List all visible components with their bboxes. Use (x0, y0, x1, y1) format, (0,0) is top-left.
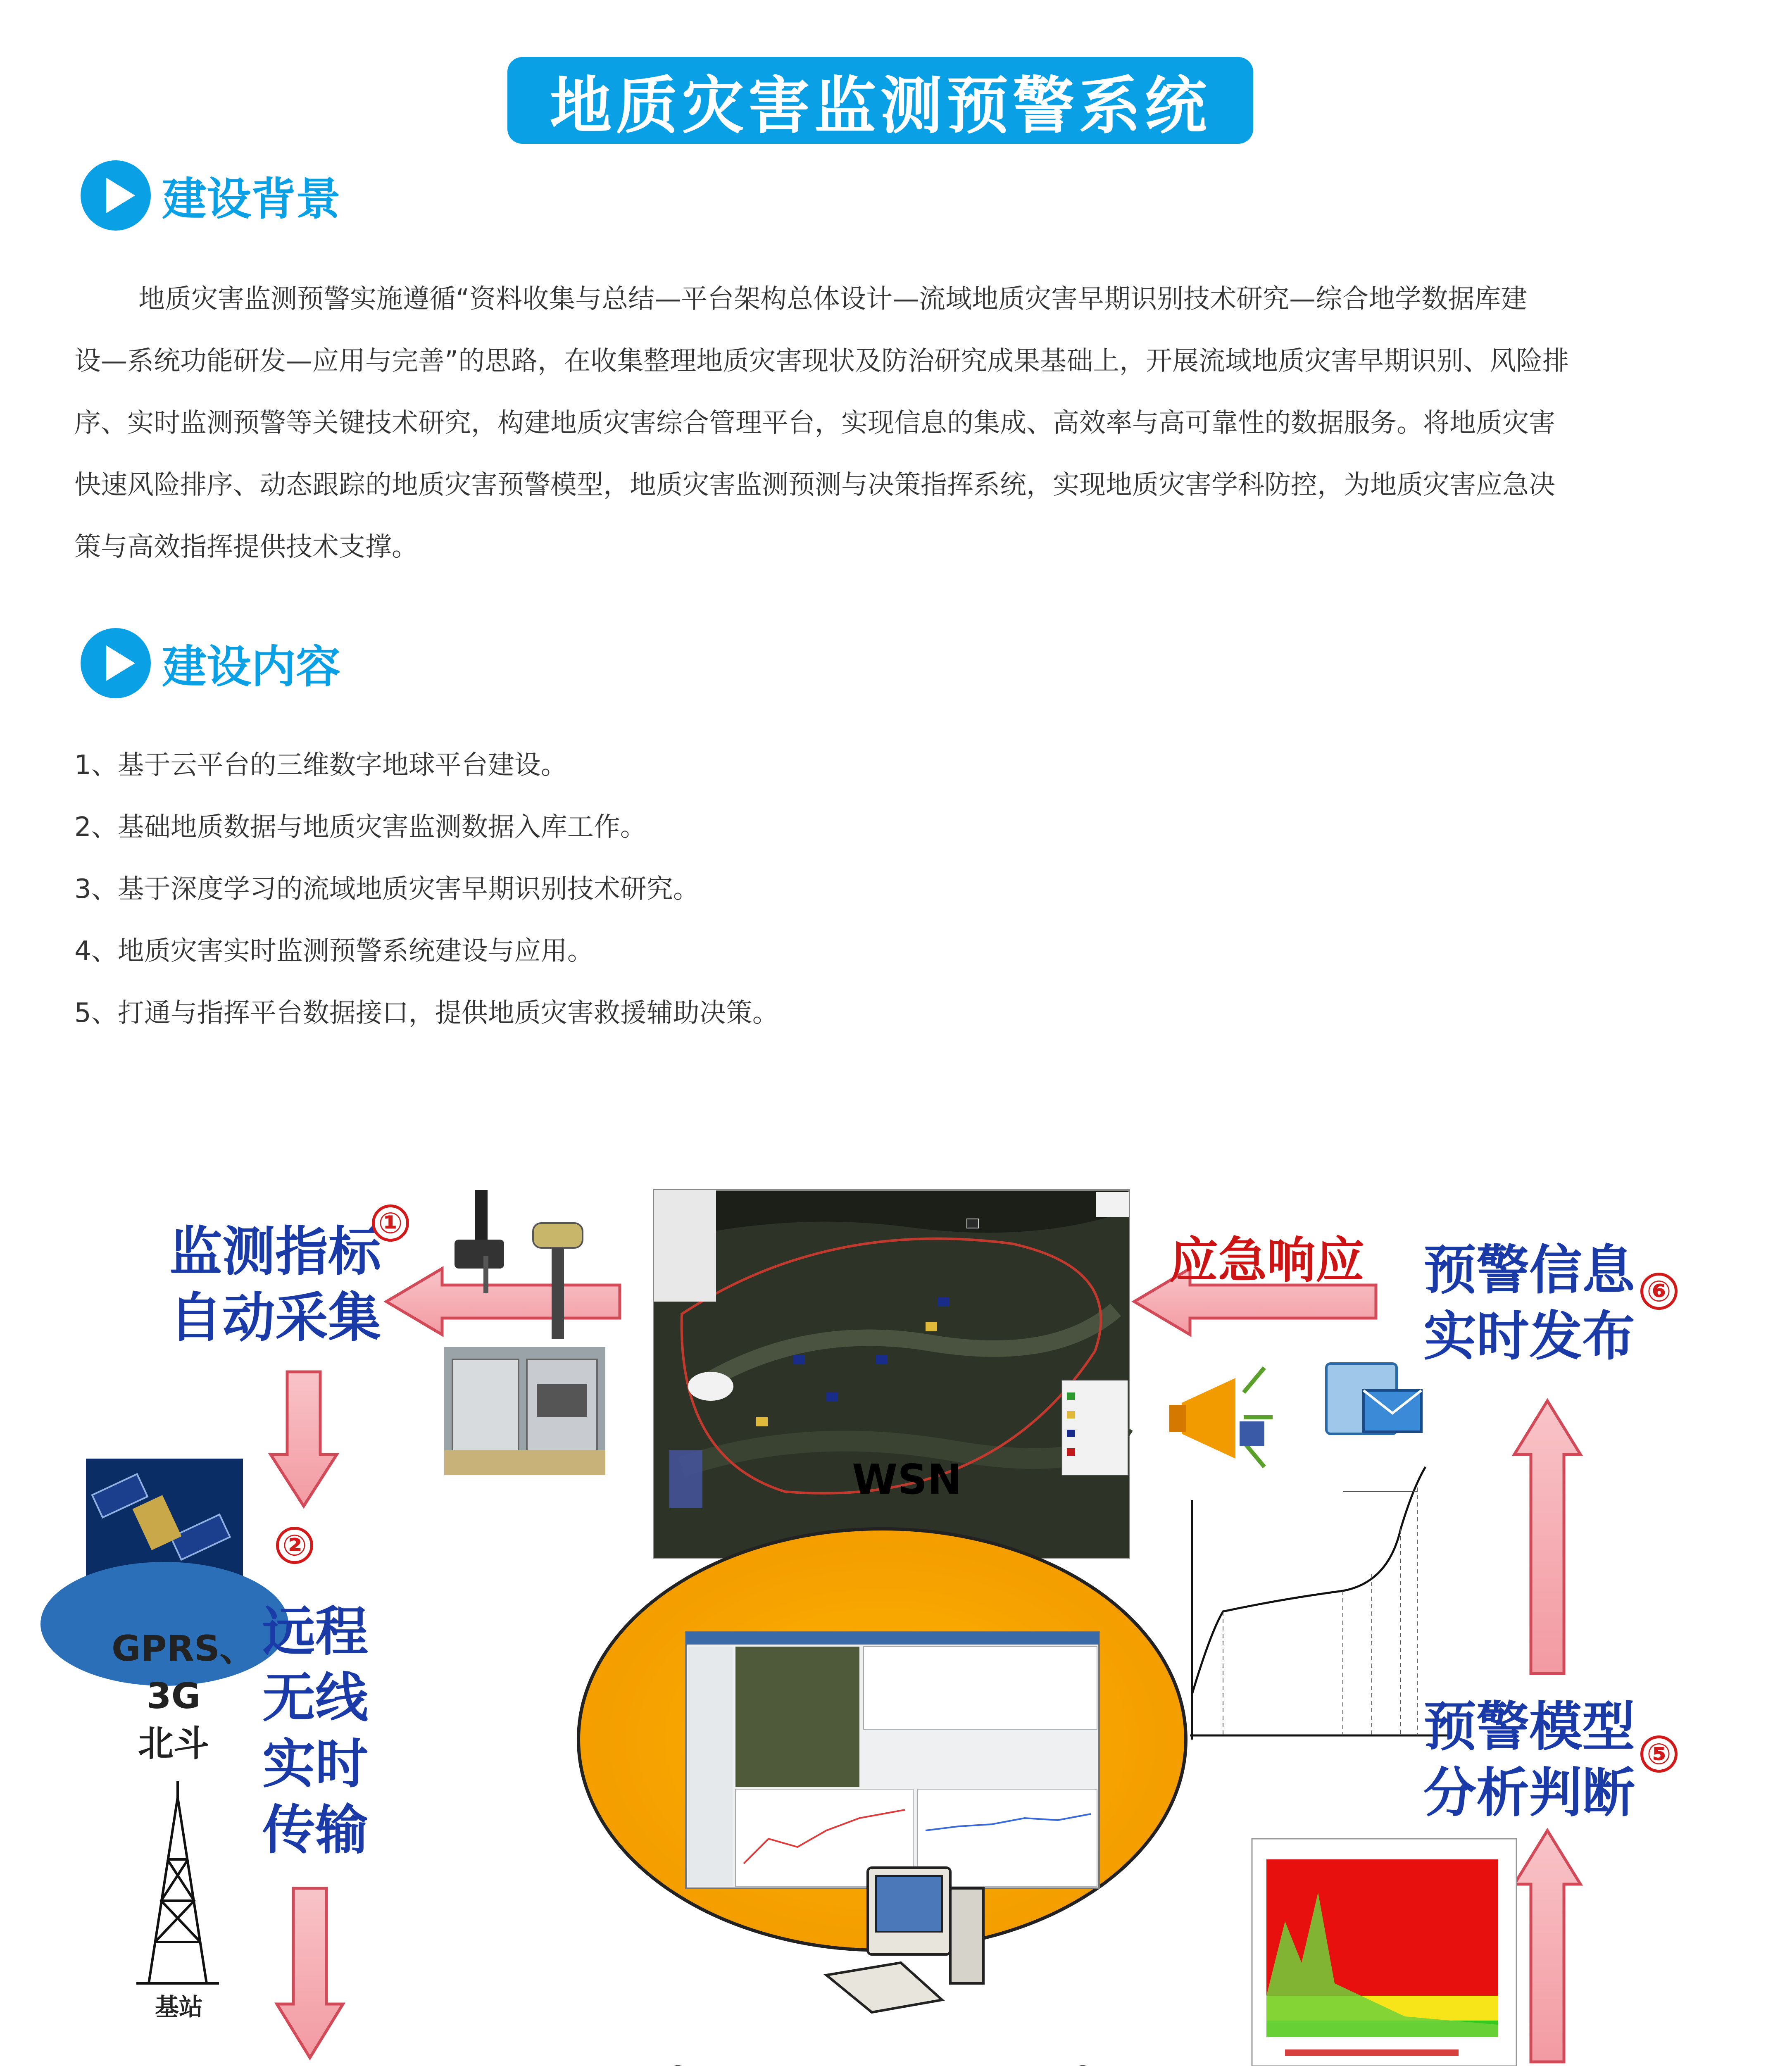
paragraph-line: 地质灾害监测预警实施遵循“资料收集与总结—平台架构总体设计—流域地质灾害早期识别技术研究—综合地学数据库建 (138, 284, 1528, 314)
paragraph-line: 策与高效指挥提供技术支撑。 (74, 532, 418, 562)
step2-line: 远程 (262, 1601, 369, 1663)
risk-chart-image (1252, 1839, 1516, 2066)
emergency-response-label: 应急响应 (1169, 1232, 1365, 1289)
step-number-6: ⑥ (1640, 1273, 1678, 1310)
arrow-left-top (386, 1269, 620, 1335)
step2-line: 传输 (262, 1799, 369, 1861)
arrow-down-2 (277, 1888, 343, 2058)
step5-line1: 预警模型 (1423, 1696, 1635, 1758)
step6-line1: 预警信息 (1423, 1240, 1635, 1301)
section-title-content: 建设内容 (162, 641, 341, 693)
transmission-label: 3G (146, 1676, 201, 1717)
megaphone-icon (1169, 1368, 1273, 1467)
paragraph-line: 设—系统功能研发—应用与完善”的思路，在收集整理地质灾害现状及防治研究成果基础上，开展流域地质灾害早期识别、风险排 (74, 346, 1569, 376)
mail-icon (1326, 1364, 1421, 1434)
paragraph-line: 序、实时监测预警等关键技术研究，构建地质灾害综合管理平台，实现信息的集成、高效率与高可靠性的数据服务。将地质灾害 (74, 408, 1555, 438)
step1-line2: 自动采集 (169, 1287, 381, 1349)
list-item: 2、基础地质数据与地质灾害监测数据入库工作。 (74, 812, 647, 843)
step5-line2: 分析判断 (1423, 1762, 1635, 1824)
list-item: 5、打通与指挥平台数据接口，提供地质灾害救援辅助决策。 (74, 998, 779, 1028)
transmission-label: 北斗 (138, 1723, 209, 1764)
step6-line2: 实时发布 (1423, 1306, 1635, 1367)
list-item: 1、基于云平台的三维数字地球平台建设。 (74, 750, 567, 781)
section-title-background: 建设背景 (162, 174, 341, 225)
arrow-up-1 (1514, 1830, 1580, 2062)
step-number-1: ① (372, 1204, 409, 1242)
paragraph-line: 快速风险排序、动态跟踪的地质灾害预警模型，地质灾害监测预测与决策指挥系统，实现地质灾害学科防控，为地质灾害应急决 (74, 470, 1555, 500)
play-icon (81, 628, 151, 698)
base-station-label: 基站 (155, 1993, 203, 2021)
creep-curve-chart (1190, 1467, 1450, 1740)
arrow-down-1 (271, 1372, 337, 1506)
list-item: 3、基于深度学习的流域地质灾害早期识别技术研究。 (74, 874, 700, 904)
transmission-label: GPRS、 (112, 1628, 255, 1669)
step1-line1: 监测指标 (169, 1221, 381, 1283)
list-item: 4、地质灾害实时监测预警系统建设与应用。 (74, 936, 594, 966)
step2-line: 实时 (262, 1733, 369, 1795)
tower-icon (136, 1781, 219, 1983)
wsn-label: WSN (852, 1455, 962, 1504)
play-icon (81, 160, 151, 231)
arrow-up-2 (1514, 1401, 1580, 1673)
step-number-2: ② (276, 1527, 313, 1564)
page-title: 地质灾害监测预警系统 (507, 57, 1253, 144)
step2-line: 无线 (262, 1667, 369, 1729)
platform-screenshot (686, 1632, 1099, 1888)
field-equipment-photo (444, 1347, 605, 1475)
step-number-5: ⑤ (1640, 1735, 1678, 1773)
